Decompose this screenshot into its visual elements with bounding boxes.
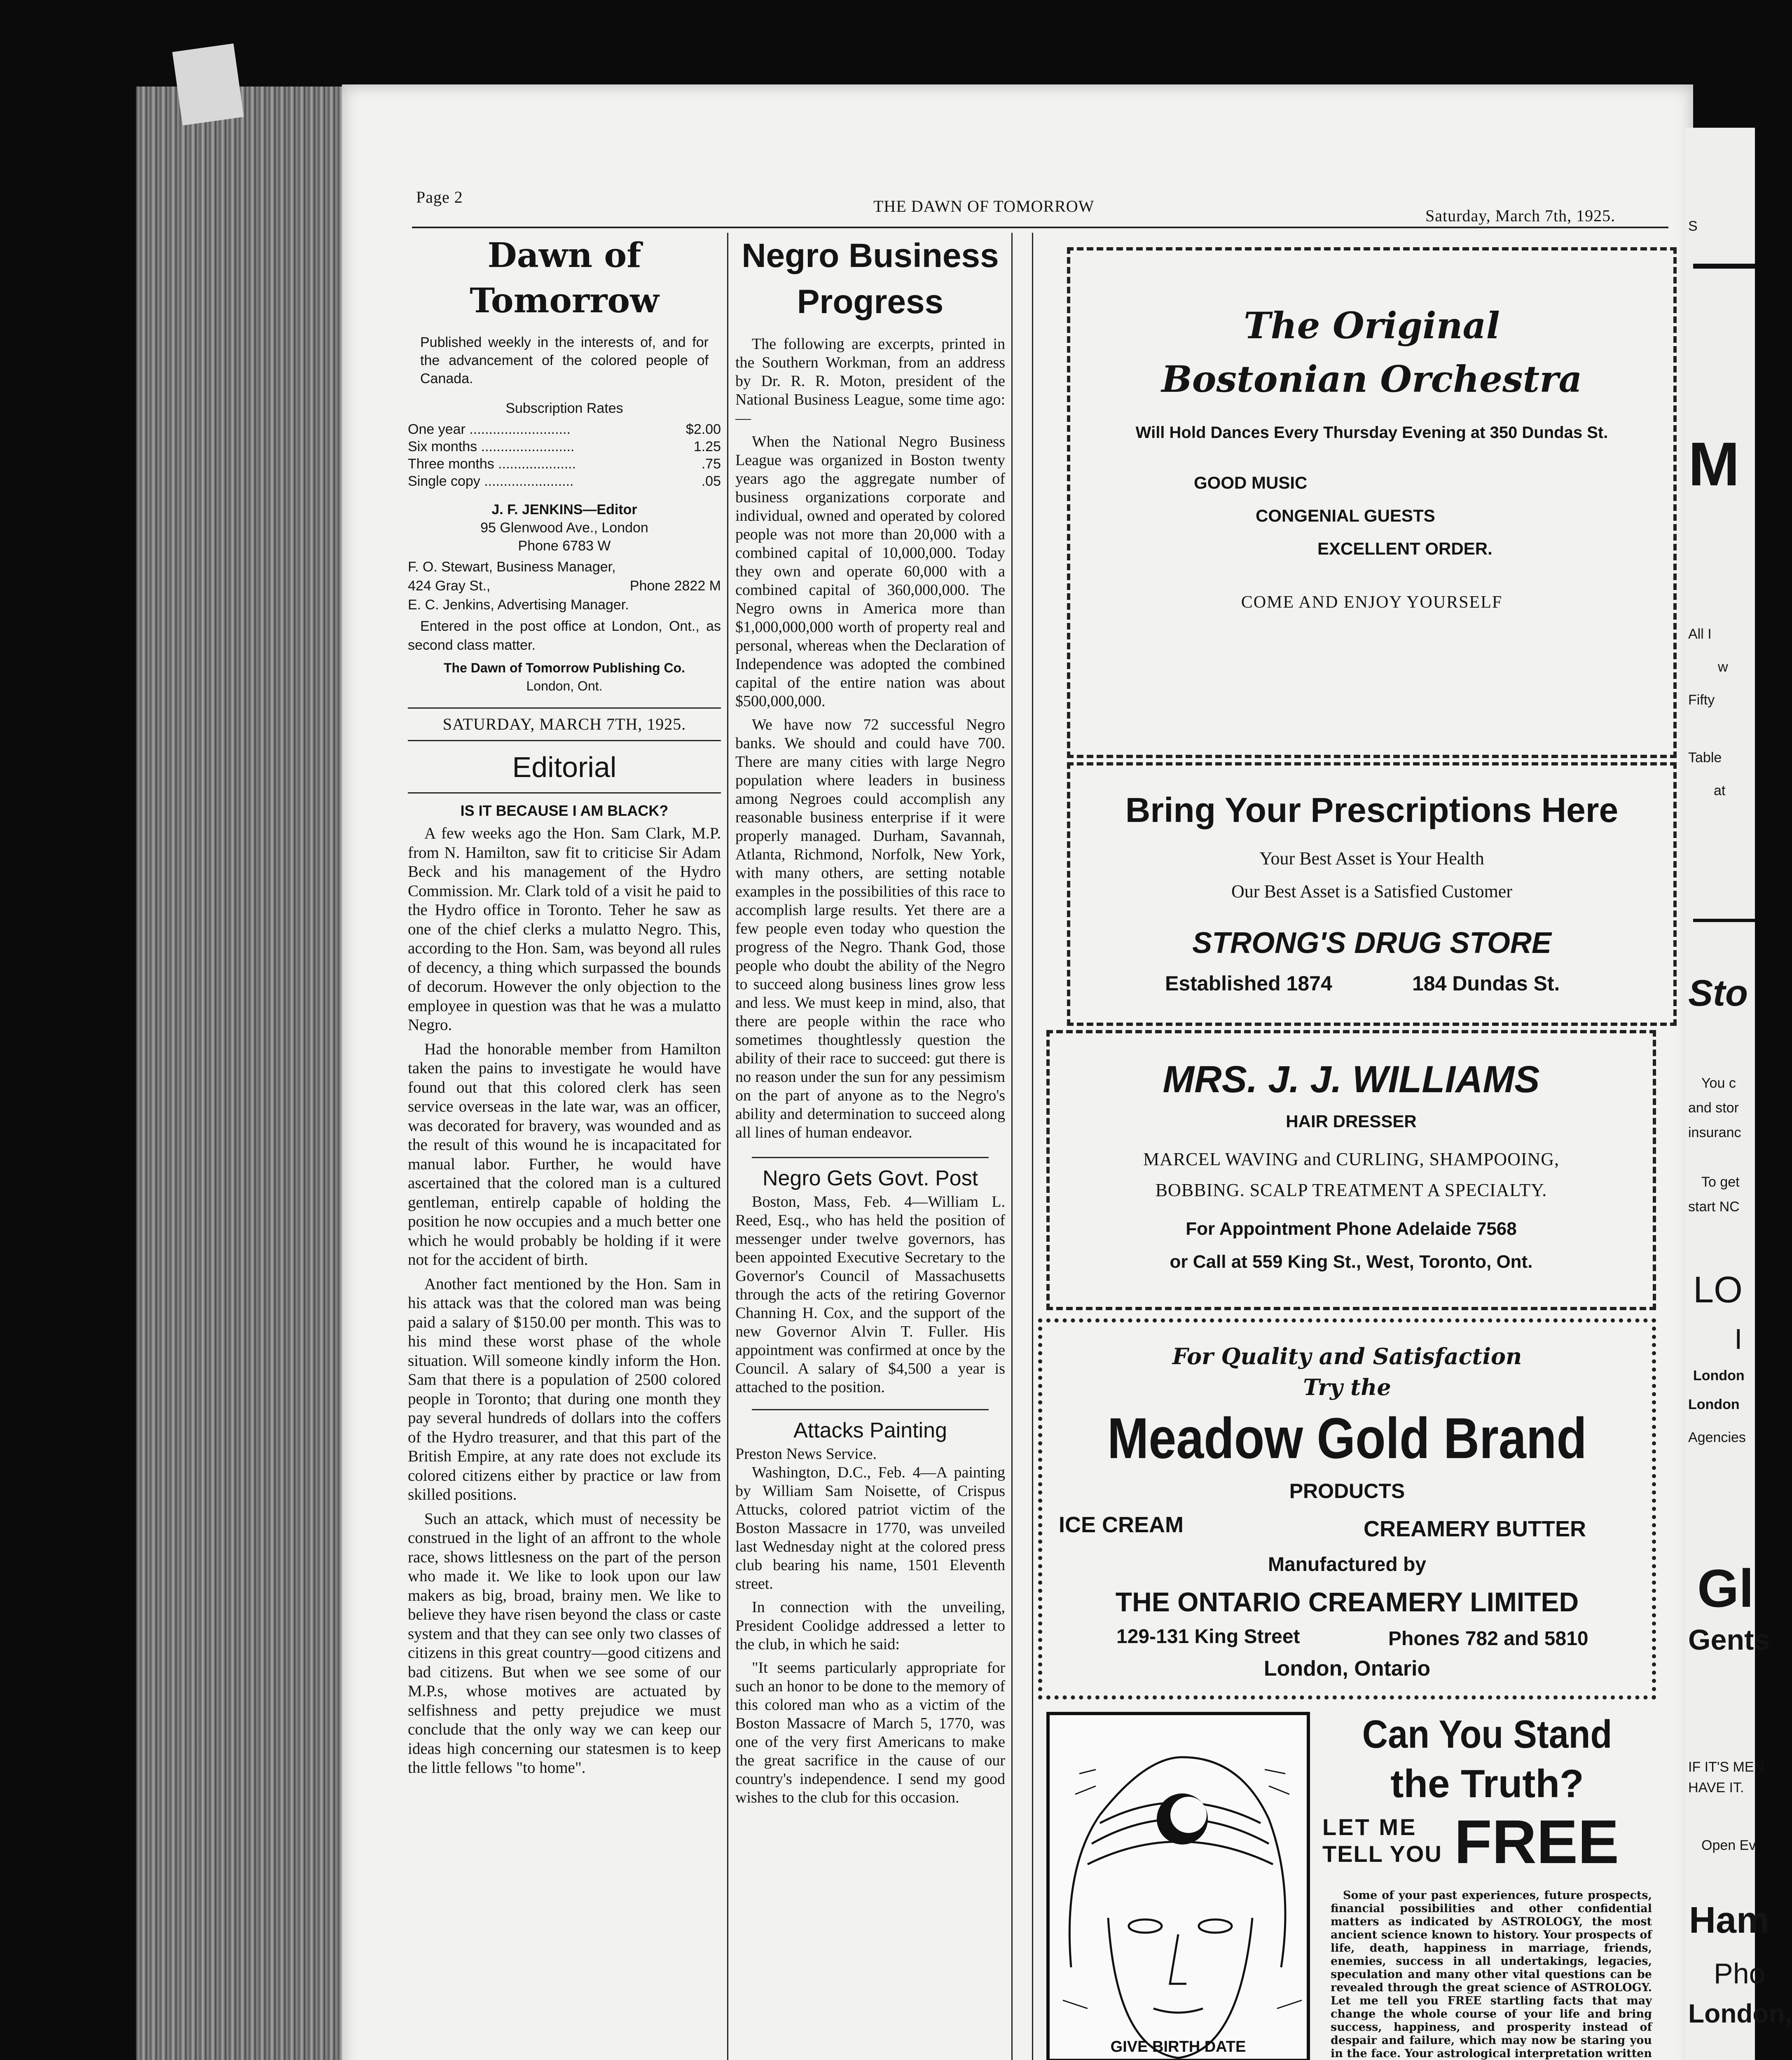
drug-line-1: Your Best Asset is Your Health [1259,848,1484,868]
drug-established: Established 1874 [1165,972,1332,995]
ad-orchestra [1067,247,1677,758]
page-number: Page 2 [416,188,463,206]
adjacent-page [1685,128,1792,2060]
painting-paragraph: "It seems particularly appropriate for such an honor to be done to the memory of this colored man who as a victim of the Boston Massacre of March 5, 1770, was one of the very first Americans to make the great sacrifice in the cause of our country's independence. I send my good wishes to the club for this occasion. [735,1659,1005,1806]
header-rule [412,227,1668,228]
rate-row [408,438,721,455]
business-paragraph: The following are excerpts, printed in the Southern Workman, from an address by Dr. R. R. Moton, president of the National Business League, some time ago:— [735,335,1005,427]
business-heading-1: Negro Business [742,237,999,274]
column-rule [727,233,728,2060]
astrology-tell-you: TELL YOU [1322,1841,1442,1867]
editorial-rule [408,792,721,794]
govt-post-heading: Negro Gets Govt. Post [762,1166,978,1190]
article-rule [752,1409,989,1410]
rp-letter-top: S [1688,218,1698,234]
williams-address: or Call at 559 King St., West, Toronto, Ont. [1170,1252,1533,1272]
meadow-phones: Phones 782 and 5810 [1388,1628,1588,1650]
williams-phone: For Appointment Phone Adelaide 7568 [1186,1219,1517,1239]
rate-price: .75 [701,456,721,472]
painting-paragraph: Washington, D.C., Feb. 4—A painting by William Sam Noisette, of Crispus Attucks, colored patriot victim of the Boston Massacre in 1770, was unveiled last Wednesday night at the colored press club bearing his name, 1501 Eleventh street. [735,1464,1005,1592]
rp-rule [1693,919,1755,922]
meadow-company: THE ONTARIO CREAMERY LIMITED [1115,1587,1579,1617]
editorial-heading: Editorial [512,751,617,783]
meadow-manufactured: Manufactured by [1268,1554,1427,1575]
meadow-brand: Meadow Gold Brand [1107,1406,1587,1470]
rp-line: and stor [1688,1100,1739,1116]
rp-line: insuranc [1688,1125,1741,1140]
rp-pho: Pho [1714,1957,1765,1990]
rp-line: Table [1688,750,1722,765]
rate-row [408,473,721,490]
meadow-line-2: Try the [1303,1374,1391,1400]
rp-line: All I [1688,626,1712,642]
editorial-subhead: IS IT BECAUSE I AM BLACK? [460,802,669,819]
rate-label: Six months ........................ [408,439,575,454]
feature-music: GOOD MUSIC [1194,473,1308,492]
business-body [735,335,1005,1142]
orchestra-title-2: Bostonian Orchestra [1161,358,1582,400]
govt-post-paragraph: Boston, Mass, Feb. 4—William L. Reed, Esq., who has held the position of messenger under twelve governors, has been appointed Executive Secretary to the Governor's Council of Massachusetts through the acts of the retiring Governor Channing H. Cox, and the support of the new Governor Alvin T. Fuller. His appointment was confirmed at once by the Council. A salary of $4,500 a year is attached to the position. [735,1193,1005,1396]
publisher-city: London, Ont. [526,679,603,693]
painting-heading: Attacks Painting [793,1419,947,1442]
rp-line: To get [1701,1174,1740,1190]
rp-line: at [1714,783,1726,798]
business-manager-contact [408,576,721,595]
williams-services-2: BOBBING. SCALP TREATMENT A SPECIALTY. [1155,1180,1547,1200]
rp-line: start NC [1688,1199,1740,1215]
astrologer-portrait-image [1046,1712,1310,2060]
rate-price: .05 [701,473,721,489]
meadow-butter: CREAMERY BUTTER [1364,1517,1586,1541]
rp-line: HAVE IT. [1688,1780,1744,1795]
meadow-street: 129-131 King Street [1116,1626,1300,1648]
ad-hair-dresser [1046,1030,1656,1310]
editor-address: 95 Glenwood Ave., London [480,520,648,536]
rp-line: Fifty [1688,692,1715,708]
ad-meadow-gold [1038,1318,1656,1700]
business-paragraph: When the National Negro Business League was organized in Boston twenty years ago the aggregate number of business organizations corporate and individual, owned and operated by colored people was not more than 20,000 with a combined capital of 10,000,000. Today they own and operate 60,000 with a combined capital of 360,000,000. The Negro owns in America more than $1,000,000,000 worth of property real and personal, whereas when the Declaration of Independence was adopted the combined capital of the entire nation was about $500,000,000. [735,433,1005,710]
drug-line-2: Our Best Asset is a Satisfied Customer [1231,881,1512,901]
entry-notice: Entered in the post office at London, Ont., as second class matter. [408,618,721,653]
editorial-paragraph: Another fact mentioned by the Hon. Sam in his attack was that the colored man was being paid a salary of $150.00 per month. This was to his mind these worst phase of the whole situation. Will someone kindly inform the Hon. Sam that there is a population of 2500 colored people in Toronto; that during one month they pay several hundreds of dollars into the coffers of the Hydro treasurer, and that this part of the British Empire, at any rate does not exclude its colored citizens either by practice or law from skilled positions. [408,1275,721,1503]
rate-label: One year .......................... [408,421,571,437]
williams-role: HAIR DRESSER [1286,1112,1417,1131]
running-title: THE DAWN OF TOMORROW [873,197,1095,215]
meadow-products: PRODUCTS [1289,1479,1405,1503]
astrology-headline-2: the Truth? [1390,1762,1584,1806]
orchestra-title-1: The Original [1244,304,1500,347]
masthead-intro: Published weekly in the interests of, and for the advancement of the colored people of Canada. [420,335,709,386]
rp-line: w [1718,659,1728,675]
rp-line: London [1693,1368,1745,1383]
editorial-body [408,824,721,1778]
publisher: The Dawn of Tomorrow Publishing Co. [443,660,685,675]
rp-line: IF IT'S MEN [1688,1759,1764,1775]
rp-gi: Gl [1697,1558,1754,1618]
ad-drug-store [1067,762,1677,1026]
painting-paragraph: In connection with the unveiling, President Coolidge addressed a letter to the club, in which he said: [735,1599,1005,1653]
business-manager: F. O. Stewart, Business Manager, [408,559,616,575]
column-two [735,233,1005,1812]
rate-price: 1.25 [693,439,721,454]
feature-guests: CONGENIAL GUESTS [1256,506,1435,525]
binding-tab [172,43,244,125]
issue-date: SATURDAY, MARCH 7TH, 1925. [442,715,686,733]
bm-phone: Phone 2822 M [629,578,721,594]
astrology-caption: GIVE BIRTH DATE [1110,2038,1246,2055]
masthead [408,233,721,1783]
williams-services-1: MARCEL WAVING and CURLING, SHAMPOOING, [1143,1149,1560,1169]
meadow-line-1: For Quality and Satisfaction [1172,1343,1522,1369]
meadow-ice-cream: ICE CREAM [1059,1512,1184,1537]
editor-phone: Phone 6783 W [518,538,611,554]
drug-address: 184 Dundas St. [1412,972,1560,995]
rate-label: Single copy ....................... [408,473,574,489]
rp-line: Agencies [1688,1430,1746,1445]
column-rule [1011,233,1013,2060]
business-heading-2: Progress [797,283,944,321]
orchestra-schedule: Will Hold Dances Every Thursday Evening at 350 Dundas St. [1135,424,1608,442]
rp-line: London [1688,1397,1740,1412]
drug-store-name: STRONG'S DRUG STORE [1192,927,1551,960]
editorial-paragraph: Such an attack, which must of necessity be construed in the light of an affront to the whole race, shows littlesness on the part of the person who made it. We like to look upon our law makers as big, broad, brainy men. We like to believe they have risen beyond the class or caste system and that they can see only two classes of citizens in this great country—good citizens and bad citizens. But when we see some of our M.P.s, whose motives are actuated by selfishness and petty prejudice we must conclude that the only way we can keep our ideas high concerning our statesmen is to keep the little fellows "to home". [408,1510,721,1777]
rate-label: Three months .................... [408,456,576,472]
running-date: Saturday, March 7th, 1925. [1425,206,1616,225]
article-rule [752,1157,989,1158]
bm-address: 424 Gray St., [408,578,491,594]
editorial-paragraph: Had the honorable member from Hamilton taken the pains to investigate he would have found out that this colored clerk has seen service overseas in the late war, was an officer, was decorated for bravery, was wounded and as the result of this wound he is incapacitated for manual labor. Further, he would have ascertained that the colored man is a cultured gentleman, entirelp capable of holding the position he now occupies and a much better one which he would probably be holding if it were not for the accident of birth. [408,1040,721,1269]
govt-post-body [735,1193,1005,1397]
meadow-city: London, Ontario [1263,1657,1431,1681]
masthead-title: Dawn of Tomorrow [470,236,659,321]
orchestra-closing: COME AND ENJOY YOURSELF [1241,593,1503,612]
business-paragraph: We have now 72 successful Negro banks. We should and could have 700. There are many cities with large Negro population where leaders in business among Negroes could accomplish any reasonable business enterprise if it were properly managed. Durham, Savannah, Atlanta, Richmond, Norfolk, New York, with many others, are setting notable examples in the possibilities of this race to accomplish large results. Yet there are a few people even today who question the progress of the Negro. Thank God, those people who doubt the ability of the Negro to succeed along business lines grow less and less. We must keep in mind, also, that there are people within the race who sometimes thoughtlessly question the ability of their race to succeed: gut there is no reason under the sun for any pessimism on the part of anyone as to the Negro's ability and determination to succeed along all lines of human endeavor. [735,716,1005,1141]
astrology-body: Some of your past experiences, future prospects, financial possibilities and other confidential matters as indicated by ASTROLOGY, the most ancient science known to history. Your prospects of life, death, happiness in marriage, friends, enemies, success in all undertakings, legacies, speculation and many other vital questions can be revealed through the great science of ASTROLOGY. Let me tell you FREE startling facts that may change the whole course of your life and bring success, happiness, and prosperity instead of despair and failure, which may now be staring you in the face. Your astrological interpretation written [1331,1889,1652,2060]
rp-ham: Ham [1689,1900,1770,1941]
rates-title: Subscription Rates [505,400,623,416]
drug-headline: Bring Your Prescriptions Here [1125,791,1619,829]
rate-row [408,421,721,438]
rp-lo: LO [1693,1269,1743,1311]
rp-l: I [1734,1323,1743,1355]
rate-row [408,455,721,473]
rp-line: Open Ev [1701,1838,1756,1853]
painting-byline: Preston News Service. [735,1445,877,1463]
rp-big-letter: M [1688,429,1740,499]
rp-gents: Gents [1688,1624,1770,1656]
masthead-rule [408,707,721,709]
astrology-free: FREE [1454,1807,1619,1876]
painting-body [735,1463,1005,1807]
rp-sto: Sto [1688,973,1748,1014]
rp-rule [1693,264,1755,269]
rp-london: London, [1688,1999,1792,2028]
newspaper-page [342,84,1693,2060]
astrology-let-me: LET ME [1322,1814,1417,1840]
subscription-rates [408,421,721,490]
feature-order: EXCELLENT ORDER. [1317,539,1493,558]
advertising-manager: E. C. Jenkins, Advertising Manager. [408,597,629,613]
williams-name: MRS. J. J. WILLIAMS [1163,1058,1540,1100]
ad-astrology [1046,1712,1664,2060]
book-binding [136,87,350,2060]
rp-line: You c [1701,1075,1736,1091]
rate-price: $2.00 [685,421,721,437]
editor-name: J. F. JENKINS—Editor [491,502,637,517]
astrology-headline-1: Can You Stand [1362,1712,1612,1756]
editorial-paragraph: A few weeks ago the Hon. Sam Clark, M.P. from N. Hamilton, saw fit to criticise Sir Adam Beck and his management of the Hydro Commission. Mr. Clark told of a visit he paid to the Hydro office in Toronto. Teher he saw as one of the chief clerks a mulatto Negro. This, according to the Hon. Sam, was beyond all rules of decency, a thing which surpassed the bounds of decorum. However the only objection to the employee in question was that he was a mulatto Negro. [408,824,721,1034]
masthead-rule [408,740,721,741]
column-rule [1032,233,1033,2060]
